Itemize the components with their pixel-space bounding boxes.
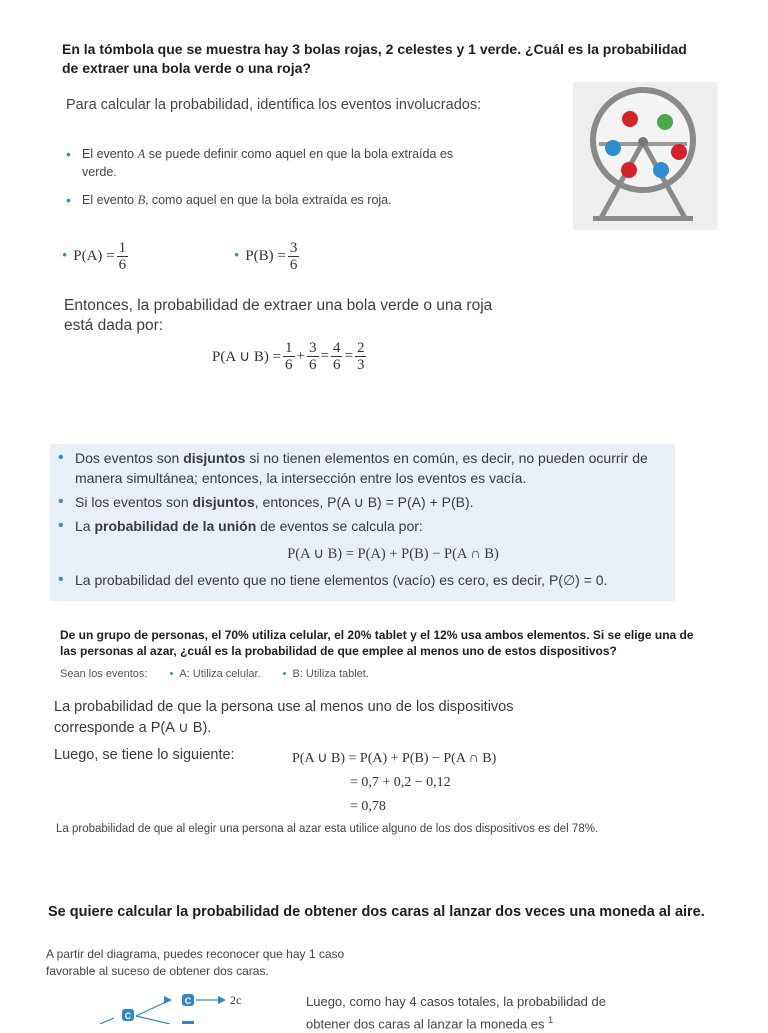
def-union: • La probabilidad de la unión de eventos se calcula por: bbox=[58, 516, 668, 536]
event-b-item: • El evento B, como aquel en que la bola extraída es roja. bbox=[66, 191, 466, 209]
green-ball-icon bbox=[657, 114, 673, 130]
bullet-icon: • bbox=[282, 668, 287, 680]
prob-b: • P(B) = $\frac{3}{6}$ bbox=[234, 240, 298, 273]
question-tombola: En la tómbola que se muestra hay 3 bolas rojas, 2 celestes y 1 verde. ¿Cuál es la probabilidad de extraer una bola verde o una roja? bbox=[62, 41, 687, 76]
svg-text:C: C bbox=[184, 996, 192, 1006]
red-ball-icon bbox=[621, 162, 637, 178]
arrow-icon bbox=[164, 996, 172, 1004]
calculation: P(A ∪ B) = P(A) + P(B) − P(A ∩ B) = 0,7 + 0,2 − 0,12 = 0,78 bbox=[292, 751, 497, 814]
bullet-icon: • bbox=[234, 248, 240, 264]
luego-text: Luego, se tiene lo siguiente: bbox=[54, 747, 235, 763]
blue-ball-icon bbox=[653, 162, 669, 178]
red-ball-icon bbox=[622, 111, 638, 127]
event-a-item: • El evento A se puede definir como aquel en que la bola extraída es verde. bbox=[66, 145, 466, 181]
svg-text:2c: 2c bbox=[230, 993, 242, 1007]
entonces-text: Entonces, la probabilidad de extraer una bola verde o una roja está dada por: bbox=[64, 297, 493, 334]
union-formula: P(A ∪ B) = $\frac{1}{6}$ + $\frac{3}{6}$ = $\frac{4}{6}$ = $\frac{2}{3}$ bbox=[212, 340, 365, 373]
conclusion-text: La probabilidad de que al elegir una persona al azar esta utilice alguno de los dos dispositivos es del 78%. bbox=[56, 823, 599, 835]
prob-a: • P(A) = $\frac{1}{6}$ bbox=[62, 240, 127, 273]
final-text: Luego, como hay 4 casos totales, la probabilidad de obtener dos caras al lanzar la moneda es $^1$ bbox=[306, 994, 606, 1032]
fraction: $\frac{1}{6}$ bbox=[118, 240, 127, 273]
question-devices: De un grupo de personas, el 70% utiliza celular, el 20% tablet y el 12% usa ambos elementos. Si se elige una de las personas al azar, ¿cuál es la probabilidad de que emplee al menos uno de estos dispositivos? bbox=[60, 628, 694, 658]
definitions-list bbox=[58, 444, 668, 590]
bullet-icon: • bbox=[169, 668, 174, 680]
tombola-image bbox=[573, 82, 717, 230]
def-vacio: • La probabilidad del evento que no tiene elementos (vacío) es cero, es decir, P(∅) = 0. bbox=[58, 570, 668, 590]
events-list bbox=[66, 145, 466, 219]
intro-text: Para calcular la probabilidad, identifica los eventos involucrados: bbox=[66, 97, 482, 113]
tree-diagram bbox=[100, 990, 260, 1024]
bullet-icon: • bbox=[62, 248, 68, 264]
diagram-intro: A partir del diagrama, puedes reconocer que hay 1 caso favorable al suceso de obtener dos caras. bbox=[46, 947, 345, 978]
question-coin: Se quiere calcular la probabilidad de obtener dos caras al lanzar dos veces una moneda al aire. bbox=[48, 904, 705, 920]
def-disjuntos-union: • Si los eventos son disjuntos, entonces, P(A ∪ B) = P(A) + P(B). bbox=[58, 492, 668, 512]
events-definition: Sean los eventos: • A: Utiliza celular. • B: Utiliza tablet. bbox=[60, 668, 369, 680]
blue-ball-icon bbox=[605, 140, 621, 156]
red-ball-icon bbox=[671, 144, 687, 160]
prob-description: La probabilidad de que la persona use al menos uno de los dispositivos corresponde a P(A ∪ B). bbox=[54, 699, 514, 736]
arrow-icon bbox=[218, 996, 226, 1004]
fraction: $\frac{3}{6}$ bbox=[289, 240, 298, 273]
union-general-formula: P(A ∪ B) = P(A) + P(B) − P(A ∩ B) bbox=[287, 546, 499, 562]
def-disjuntos: • Dos eventos son disjuntos si no tienen elementos en común, es decir, no pueden ocurrir de manera simultánea; entonces, la intersección entre los eventos es vacía. bbox=[58, 448, 668, 488]
svg-text:C: C bbox=[124, 1011, 132, 1021]
